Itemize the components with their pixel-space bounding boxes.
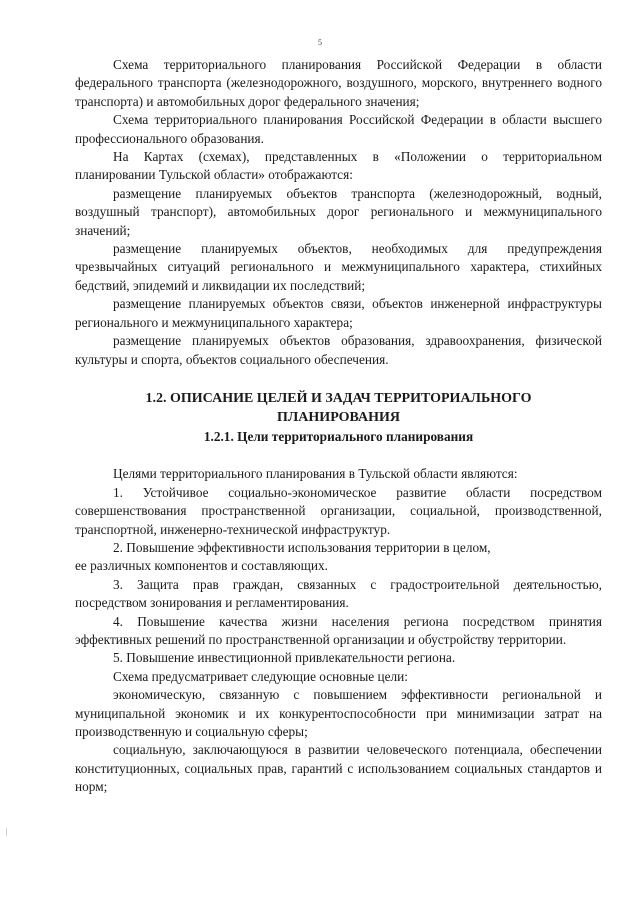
goal-item-5: 5. Повышение инвестиционной привлекательности региона. bbox=[113, 650, 456, 666]
goal-item-4: 4. Повышение качества жизни населения региона посредством принятия эффективных решений по пространственной организации и обустройству территории. bbox=[75, 613, 602, 647]
social-goal: социальную, заключающуюся в развитии человеческого потенциала, обеспечении конституционных, социальных прав, гарантий с использованием социальных стандартов и норм; bbox=[75, 742, 602, 795]
list-item-transport-objects: размещение планируемых объектов транспорта (железнодорожный, водный, воздушный транспорт), автомобильных дорог регионального и межмуниципального значений; bbox=[75, 185, 602, 238]
goal-item-3: 3. Защита прав граждан, связанных с градостроительной деятельностью, посредством зонирования и регламентирования. bbox=[75, 576, 602, 611]
page-number: 5 bbox=[318, 38, 322, 47]
paragraph-education-scheme: Схема территориального планирования Российской Федерации в области высшего профессионального образования. bbox=[75, 112, 602, 146]
economic-goal: экономическую, связанную с повышением эффективности региональной и муниципальной экономик и их конкурентоспособности при минимизации затрат на производственную и социальную сферы; bbox=[75, 687, 602, 739]
goal-item-1: 1. Устойчивое социально-экономическое развитие области посредством совершенствования пространственной организации, социальной, производственной, транспортной, инженерно-технической инфраструктур. bbox=[75, 484, 602, 537]
scheme-goals-lead: Схема предусматривает следующие основные цели: bbox=[113, 668, 408, 684]
list-item-social-objects: размещение планируемых объектов образования, здравоохранения, физической культуры и спорта, объектов социального обеспечения. bbox=[75, 333, 602, 367]
goal-item-2-line-2: ее различных компонентов и составляющих. bbox=[75, 558, 328, 574]
goals-lead: Целями территориального планирования в Тульской области являются: bbox=[113, 466, 518, 482]
paragraph-transport-scheme: Схема территориального планирования Российской Федерации в области федерального транспорта (железнодорожного, воздушного, морского, внутреннего водного транспорта) и автомобильных дорог федерального значения; bbox=[75, 57, 602, 109]
goal-item-2-line-1: 2. Повышение эффективности использования территории в целом, bbox=[113, 539, 491, 555]
scan-artifact bbox=[6, 828, 7, 836]
section-heading: 1.2. ОПИСАНИЕ ЦЕЛЕЙ И ЗАДАЧ ТЕРРИТОРИАЛЬНОГО ПЛАНИРОВАНИЯ bbox=[145, 390, 532, 425]
page-body bbox=[75, 56, 602, 797]
list-item-emergency-objects: размещение планируемых объектов, необходимых для предупреждения чрезвычайных ситуаций регионального и межмуниципального характера, стихийных бедствий, эпидемий и ликвидации их последствий; bbox=[75, 241, 602, 293]
paragraph-maps-intro: На Картах (схемах), представленных в «Положении о территориальном планировании Тульской области» отображаются: bbox=[75, 149, 602, 183]
list-item-communication-objects: размещение планируемых объектов связи, объектов инженерной инфраструктуры регионального и межмуниципального характера; bbox=[75, 296, 602, 330]
subsection-heading: 1.2.1. Цели территориального планирования bbox=[203, 428, 474, 444]
